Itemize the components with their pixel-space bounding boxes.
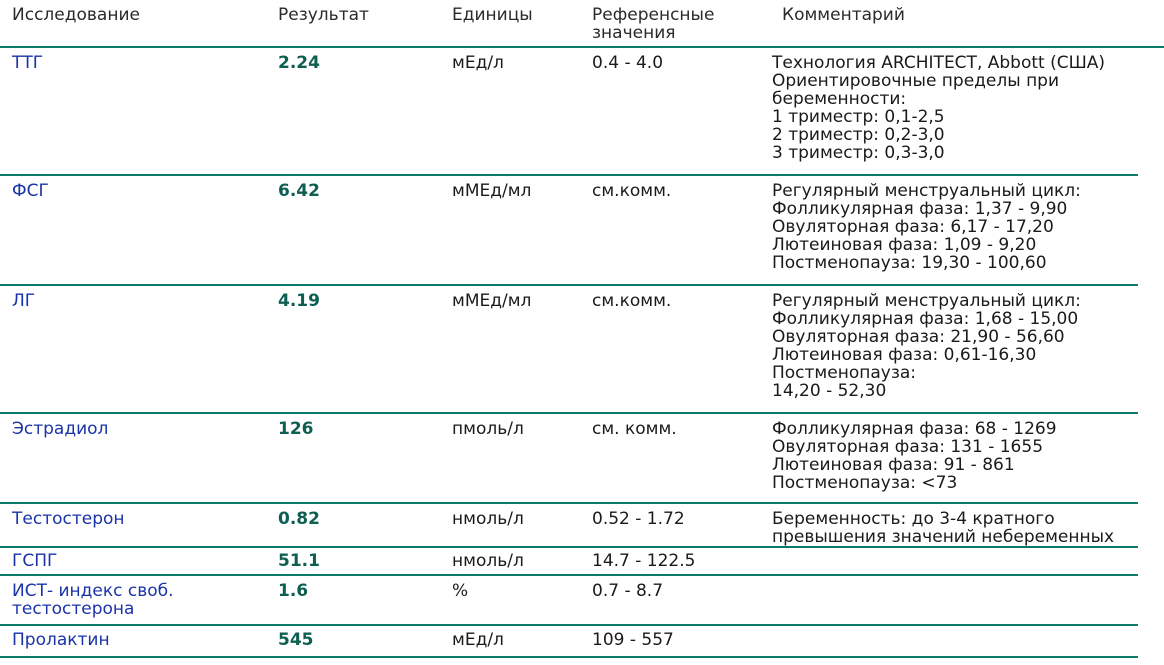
test-reference: 14.7 - 122.5	[592, 551, 696, 571]
test-units: мМЕд/мл	[452, 291, 532, 311]
test-comment: Фолликулярная фаза: 68 - 1269 Овуляторная фаза: 131 - 1655 Лютеиновая фаза: 91 - 861 Постменопауза: <73	[772, 419, 1057, 493]
test-reference: см. комм.	[592, 419, 677, 439]
header-study: Исследование	[12, 5, 140, 25]
table-row	[0, 548, 1138, 576]
test-reference: см.комм.	[592, 291, 672, 311]
test-units: мЕд/л	[452, 53, 504, 73]
test-name: ГСПГ	[12, 551, 58, 571]
test-result: 126	[278, 419, 314, 439]
test-name: ФСГ	[12, 181, 49, 201]
test-units: %	[452, 581, 469, 601]
test-result: 6.42	[278, 181, 320, 201]
test-units: пмоль/л	[452, 419, 524, 439]
table-row	[0, 48, 1138, 176]
test-name: ИСТ- индекс своб. тестостерона	[12, 581, 174, 619]
test-result: 545	[278, 630, 314, 650]
header-comment: Комментарий	[782, 5, 905, 25]
test-comment: Технология ARCHITECT, Abbott (США) Ориентировочные пределы при беременности: 1 триместр: 0,1-2,5 2 триместр: 0,2-3,0 3 триместр: 0,3-3,0	[772, 53, 1106, 163]
test-name: ЛГ	[12, 291, 36, 311]
table-row	[0, 286, 1138, 414]
header-units: Единицы	[452, 5, 533, 25]
test-reference: 109 - 557	[592, 630, 674, 650]
test-result: 1.6	[278, 581, 309, 601]
test-name: Эстрадиол	[12, 419, 109, 439]
test-comment: Регулярный менструальный цикл: Фолликулярная фаза: 1,68 - 15,00 Овуляторная фаза: 21,90 - 56,60 Лютеиновая фаза: 0,61-16,30 Постменопауза: 14,20 - 52,30	[772, 291, 1081, 401]
test-result: 51.1	[278, 551, 320, 571]
test-reference: 0.4 - 4.0	[592, 53, 664, 73]
table-row	[0, 414, 1138, 504]
table-row	[0, 176, 1138, 286]
test-units: нмоль/л	[452, 509, 524, 529]
test-name: Пролактин	[12, 630, 110, 650]
test-reference: 0.52 - 1.72	[592, 509, 685, 529]
test-result: 0.82	[278, 509, 320, 529]
test-result: 4.19	[278, 291, 320, 311]
test-name: ТТГ	[12, 53, 44, 73]
table-row	[0, 626, 1138, 658]
test-units: мМЕд/мл	[452, 181, 532, 201]
header-reference: Референсные значения	[592, 5, 715, 43]
test-comment: Беременность: до 3-4 кратного превышения значений небеременных	[772, 509, 1115, 547]
table-header	[0, 0, 1164, 48]
header-result: Результат	[278, 5, 369, 25]
test-name: Тестостерон	[12, 509, 125, 529]
test-comment: Регулярный менструальный цикл: Фолликулярная фаза: 1,37 - 9,90 Овуляторная фаза: 6,17 - 17,20 Лютеиновая фаза: 1,09 - 9,20 Постменопауза: 19,30 - 100,60	[772, 181, 1081, 273]
test-reference: 0.7 - 8.7	[592, 581, 664, 601]
test-reference: см.комм.	[592, 181, 672, 201]
test-units: мЕд/л	[452, 630, 504, 650]
table-row	[0, 576, 1138, 626]
table-row	[0, 504, 1138, 548]
test-units: нмоль/л	[452, 551, 524, 571]
test-result: 2.24	[278, 53, 320, 73]
